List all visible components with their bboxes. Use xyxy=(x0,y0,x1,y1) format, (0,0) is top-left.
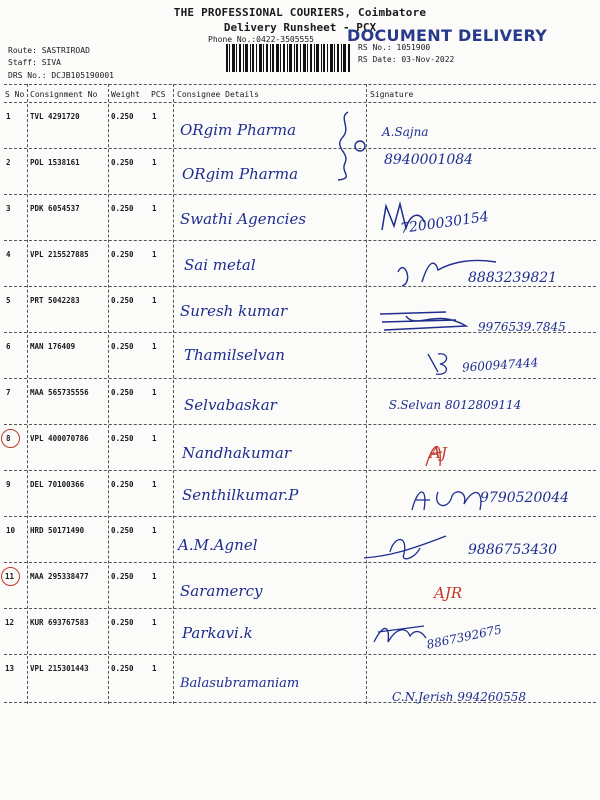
row-divider xyxy=(4,424,596,425)
row-pcs: 1 xyxy=(152,388,157,397)
row-consignment-no: HRD 50171490 xyxy=(30,526,85,535)
column-header-sno: S No xyxy=(5,90,25,99)
row-signature: 9790520044 xyxy=(480,490,570,506)
row-sno: 6 xyxy=(6,342,11,351)
row-consignee: Selvabaskar xyxy=(184,396,277,414)
table-header-border xyxy=(4,102,596,103)
row-consignment-no: PRT 5042283 xyxy=(30,296,80,305)
row-divider xyxy=(4,608,596,609)
row-consignee: Swathi Agencies xyxy=(180,210,307,228)
row-divider xyxy=(4,286,596,287)
row-pcs: 1 xyxy=(152,158,157,167)
column-header-pcs: PCS xyxy=(151,90,166,99)
runsheet-title: Delivery Runsheet - PCX xyxy=(223,21,377,34)
row-consignee: Balasubramaniam xyxy=(180,676,300,691)
row-consignee: A.M.Agnel xyxy=(178,536,258,554)
row-consignment-no: VPL 215301443 xyxy=(30,664,89,673)
row-sno: 10 xyxy=(6,526,16,535)
row-sno: 13 xyxy=(5,664,15,673)
row-pcs: 1 xyxy=(152,342,157,351)
row-sno: 12 xyxy=(5,618,15,627)
row-divider xyxy=(4,240,596,241)
signature-scribble xyxy=(370,616,430,650)
column-divider xyxy=(173,84,174,704)
row-signature: AJR xyxy=(434,584,463,602)
row-pcs: 1 xyxy=(152,526,157,535)
row-weight: 0.250 xyxy=(111,250,134,259)
document-delivery-stamp: DOCUMENT DELIVERY xyxy=(347,26,548,45)
staff: Staff: SIVA xyxy=(8,58,61,67)
row-consignee: Nandhakumar xyxy=(182,444,292,462)
row-weight: 0.250 xyxy=(111,204,134,213)
row-weight: 0.250 xyxy=(111,112,134,121)
table-top-border xyxy=(4,84,596,85)
row-sno: 2 xyxy=(6,158,11,167)
row-signature: 8883239821 xyxy=(468,270,558,286)
row-consignee: Suresh kumar xyxy=(180,302,288,320)
row-sno: 7 xyxy=(6,388,11,397)
row-weight: 0.250 xyxy=(111,572,134,581)
row-sno: 3 xyxy=(6,204,11,213)
row-consignee: Saramercy xyxy=(180,582,263,600)
row-pcs: 1 xyxy=(152,250,157,259)
row-signature: A.Sajna xyxy=(382,125,429,139)
column-header-weight: Weight xyxy=(111,90,140,99)
row-weight: 0.250 xyxy=(111,434,134,443)
row-signature: AJ xyxy=(430,444,447,462)
row-consignee: Senthilkumar.P xyxy=(182,486,299,504)
phone-number: Phone No.:0422-3505555 xyxy=(208,35,314,44)
row-consignee: Sai metal xyxy=(184,256,256,274)
row-divider xyxy=(4,194,596,195)
row-signature: S.Selvan 8012809114 xyxy=(388,398,522,412)
row-sno: 8 xyxy=(6,434,11,443)
row-consignment-no: TVL 4291720 xyxy=(30,112,80,121)
row-pcs: 1 xyxy=(152,112,157,121)
signature-scribble xyxy=(330,108,370,183)
signature-scribble xyxy=(424,348,464,378)
column-divider xyxy=(108,84,109,704)
row-consignment-no: PDK 6054537 xyxy=(30,204,80,213)
row-divider xyxy=(4,516,596,517)
row-weight: 0.250 xyxy=(111,526,134,535)
row-pcs: 1 xyxy=(152,296,157,305)
signature-scribble xyxy=(420,436,450,472)
row-signature: 8867392675 xyxy=(425,622,503,652)
signature-scribble xyxy=(360,528,450,564)
signature-scribble xyxy=(392,252,502,292)
barcode xyxy=(226,44,350,72)
column-divider xyxy=(27,84,28,704)
row-weight: 0.250 xyxy=(111,664,134,673)
route: Route: SASTRIROAD xyxy=(8,46,90,55)
column-header-signature: Signature xyxy=(370,90,414,99)
row-signature: 9600947444 xyxy=(461,355,539,375)
row-consignment-no: MAA 295338477 xyxy=(30,572,89,581)
row-sno: 1 xyxy=(6,112,11,121)
row-sno: 9 xyxy=(6,480,11,489)
signature-scribble xyxy=(378,200,428,240)
row-consignment-no: DEL 70100366 xyxy=(30,480,85,489)
row-pcs: 1 xyxy=(152,434,157,443)
rs-number: RS No.: 1051900 xyxy=(358,43,431,52)
row-divider xyxy=(4,470,596,471)
row-signature: 7200030154 xyxy=(399,208,490,238)
row-weight: 0.250 xyxy=(111,296,134,305)
row-weight: 0.250 xyxy=(111,158,134,167)
row-divider xyxy=(4,562,596,563)
row-weight: 0.250 xyxy=(111,480,134,489)
row-sno: 5 xyxy=(6,296,11,305)
signature-scribble xyxy=(408,482,488,516)
row-sno: 4 xyxy=(6,250,11,259)
row-consignment-no: KUR 693767583 xyxy=(30,618,89,627)
row-weight: 0.250 xyxy=(111,342,134,351)
row-pcs: 1 xyxy=(152,572,157,581)
row-consignee: Parkavi.k xyxy=(182,624,253,642)
row-consignment-no: MAN 176409 xyxy=(30,342,76,351)
row-signature: 9976539.7845 xyxy=(478,320,566,334)
row-signature: C.N.Jerish 994260558 xyxy=(392,690,527,704)
row-consignment-no: VPL 400070786 xyxy=(30,434,89,443)
row-pcs: 1 xyxy=(152,204,157,213)
row-signature: 9886753430 xyxy=(468,542,558,558)
drs-number: DRS No.: DCJB105190001 xyxy=(8,71,114,80)
row-sno: 11 xyxy=(5,572,15,581)
row-pcs: 1 xyxy=(152,618,157,627)
row-consignee: ORgim Pharma xyxy=(180,121,297,139)
row-weight: 0.250 xyxy=(111,388,134,397)
row-divider xyxy=(4,378,596,379)
row-pcs: 1 xyxy=(152,480,157,489)
row-consignee: ORgim Pharma xyxy=(182,165,299,183)
row-divider xyxy=(4,654,596,655)
row-consignee: Thamilselvan xyxy=(184,346,285,364)
row-consignment-no: MAA 565735556 xyxy=(30,388,89,397)
row-consignment-no: POL 1538161 xyxy=(30,158,80,167)
row-divider xyxy=(4,148,596,149)
row-pcs: 1 xyxy=(152,664,157,673)
row-weight: 0.250 xyxy=(111,618,134,627)
row-signature: 8940001084 xyxy=(384,152,474,168)
column-header-consignment: Consignment No xyxy=(30,90,98,99)
signature-scribble xyxy=(376,300,476,340)
company-name: THE PROFESSIONAL COURIERS, Coimbatore xyxy=(173,6,427,19)
column-header-consignee: Consignee Details xyxy=(177,90,259,99)
rs-date: RS Date: 03-Nov-2022 xyxy=(358,55,455,64)
row-consignment-no: VPL 215527885 xyxy=(30,250,89,259)
